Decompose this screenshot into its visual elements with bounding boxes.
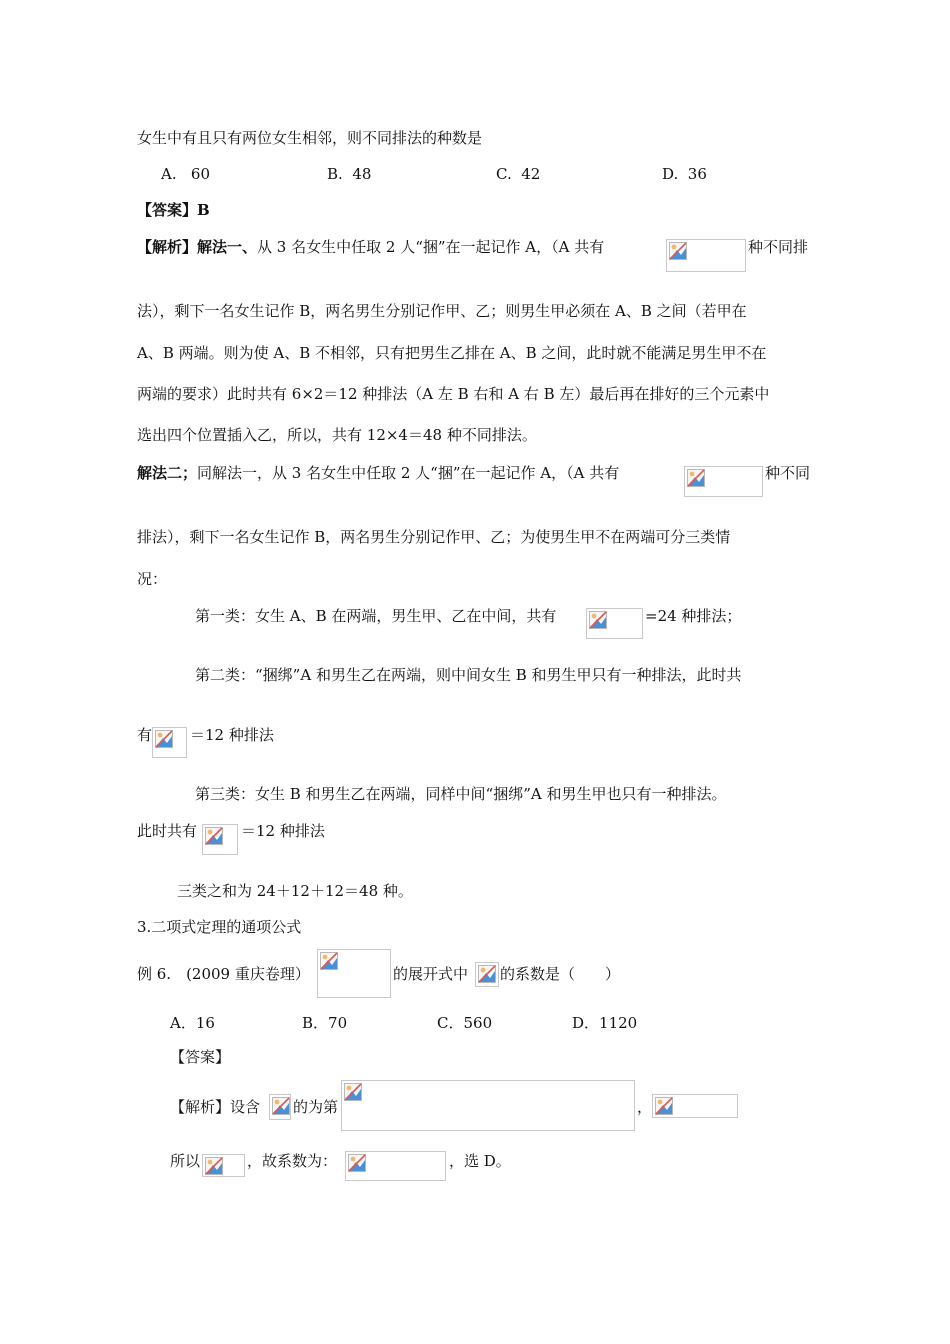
formula-image bbox=[202, 1154, 245, 1177]
formula-image bbox=[317, 949, 391, 998]
answer-value: B bbox=[197, 201, 210, 219]
formula-image bbox=[202, 824, 238, 855]
example6-label: 例 6. (2009 重庆卷理） bbox=[137, 965, 310, 983]
option-c: C．560 bbox=[437, 1014, 493, 1032]
case1-text: 第一类：女生 A、B 在两端，男生甲、乙在中间，共有 bbox=[195, 607, 557, 625]
option-c: C. 42 bbox=[496, 165, 541, 183]
formula-image bbox=[341, 1080, 635, 1131]
broken-image-icon bbox=[348, 1154, 366, 1172]
option-d: D. 36 bbox=[662, 165, 707, 183]
method1-line3: A、B 两端。则为使 A、B 不相邻，只有把男生乙排在 A、B 之间，此时就不能满足男生甲不在 bbox=[137, 344, 767, 362]
method1-line4: 两端的要求）此时共有 6×2＝12 种排法（A 左 B 右和 A 右 B 左）最后再在排好的三个元素中 bbox=[137, 385, 770, 403]
case3-end: ＝12 种排法 bbox=[241, 822, 325, 840]
broken-image-icon bbox=[320, 952, 338, 970]
option-a: A. 60 bbox=[161, 165, 210, 183]
method2-line1-end: 种不同 bbox=[765, 464, 811, 482]
choose-d-text: ，选 D。 bbox=[449, 1152, 511, 1170]
answer-label: 【答案】 bbox=[170, 1048, 231, 1066]
case2-text: 第二类：“捆绑”A 和男生乙在两端，则中间女生 B 和男生甲只有一种排法，此时共 bbox=[195, 666, 742, 684]
case2-cont: 有 bbox=[137, 726, 153, 744]
method1-line5: 选出四个位置插入乙，所以，共有 12×4＝48 种不同排法。 bbox=[137, 426, 537, 444]
formula-image bbox=[269, 1094, 291, 1120]
formula-image bbox=[652, 1094, 738, 1118]
formula-image bbox=[475, 962, 499, 987]
option-a: A．16 bbox=[170, 1014, 215, 1032]
method1-line1-end: 种不同排 bbox=[748, 238, 809, 256]
analysis-label: 【解析】设含 bbox=[170, 1098, 261, 1116]
broken-image-icon bbox=[272, 1097, 290, 1115]
broken-image-icon bbox=[155, 730, 173, 748]
sum-text: 三类之和为 24＋12＋12＝48 种。 bbox=[177, 882, 413, 900]
formula-image bbox=[345, 1151, 446, 1181]
broken-image-icon bbox=[687, 469, 705, 487]
analysis-mid: 的为第 bbox=[293, 1098, 339, 1116]
method2-line2: 排法），剩下一名女生记作 B，两名男生分别记作甲、乙；为使男生甲不在两端可分三类情 bbox=[137, 528, 731, 546]
formula-image bbox=[152, 727, 187, 758]
option-d: D．1120 bbox=[572, 1014, 638, 1032]
therefore-text: 所以 bbox=[170, 1152, 201, 1170]
formula-image bbox=[666, 239, 746, 272]
broken-image-icon bbox=[589, 611, 607, 629]
formula-image bbox=[586, 608, 643, 639]
formula-image bbox=[684, 466, 763, 497]
broken-image-icon bbox=[478, 965, 496, 983]
option-b: B. 48 bbox=[327, 165, 372, 183]
section-heading: 3.二项式定理的通项公式 bbox=[137, 918, 302, 936]
coefficient-text: ，故系数为： bbox=[247, 1152, 338, 1170]
broken-image-icon bbox=[205, 1157, 223, 1175]
answer-label: 【答案】B bbox=[137, 201, 210, 219]
method2-line1: 解法二；同解法一，从 3 名女生中任取 2 人“捆”在一起记作 A，（A 共有 bbox=[137, 464, 620, 482]
example6-end: 的系数是（ ） bbox=[500, 965, 621, 983]
method1-line2: 法），剩下一名女生记作 B，两名男生分别记作甲、乙；则男生甲必须在 A、B 之间（若甲在 bbox=[137, 302, 747, 320]
method2-line3: 况： bbox=[137, 570, 168, 588]
broken-image-icon bbox=[344, 1083, 362, 1101]
example6-mid: 的展开式中 bbox=[393, 965, 469, 983]
case2-end: ＝12 种排法 bbox=[190, 726, 274, 744]
case1-end: =24 种排法； bbox=[645, 607, 742, 625]
broken-image-icon bbox=[655, 1097, 673, 1115]
broken-image-icon bbox=[205, 827, 223, 845]
case3-text: 第三类：女生 B 和男生乙在两端，同样中间“捆绑”A 和男生甲也只有一种排法。 bbox=[195, 785, 727, 803]
question-tail: 女生中有且只有两位女生相邻，则不同排法的种数是 bbox=[137, 129, 483, 147]
option-b: B．70 bbox=[302, 1014, 348, 1032]
case3-cont: 此时共有 bbox=[137, 822, 198, 840]
method1-line1: 【解析】解法一、从 3 名女生中任取 2 人“捆”在一起记作 A，（A 共有 bbox=[137, 238, 605, 256]
broken-image-icon bbox=[669, 242, 687, 260]
analysis-comma: ， bbox=[637, 1098, 653, 1116]
